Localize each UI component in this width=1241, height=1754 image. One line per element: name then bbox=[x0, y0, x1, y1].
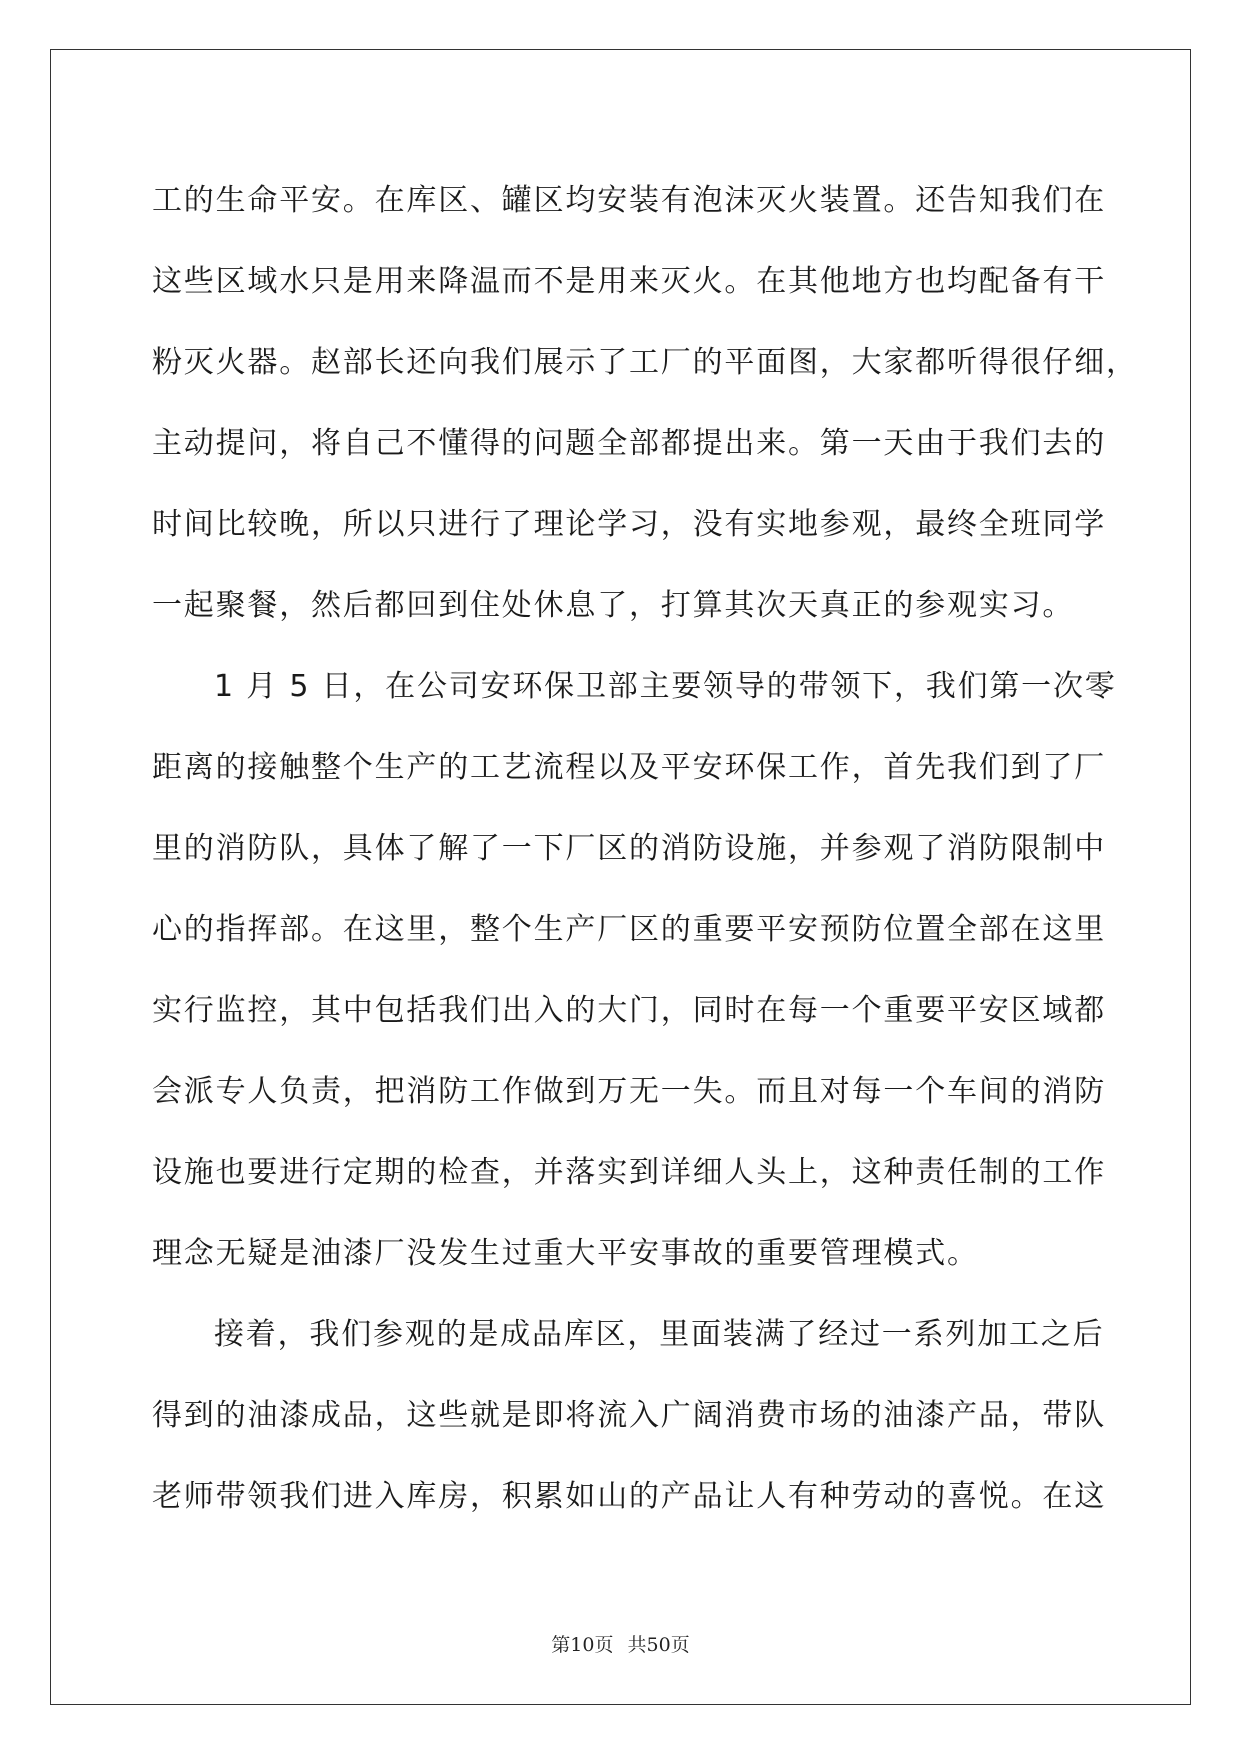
text-line: 理念无疑是油漆厂没发生过重大平安事故的重要管理模式。 bbox=[152, 1236, 979, 1271]
text-line: 实行监控，其中包括我们出入的大门，同时在每一个重要平安区域都 bbox=[152, 993, 1106, 1028]
text-line: 主动提问，将自己不懂得的问题全部都提出来。第一天由于我们去的 bbox=[152, 426, 1106, 461]
text-line: 心的指挥部。在这里，整个生产厂区的重要平安预防位置全部在这里 bbox=[152, 912, 1106, 947]
paragraph-3 bbox=[152, 1294, 1106, 1537]
text-line: 设施也要进行定期的检查，并落实到详细人头上，这种责任制的工作 bbox=[152, 1155, 1106, 1190]
paragraph-2 bbox=[152, 646, 1117, 1294]
text-line: 老师带领我们进入库房，积累如山的产品让人有种劳动的喜悦。在这 bbox=[152, 1479, 1106, 1514]
page-footer bbox=[0, 1630, 1241, 1657]
text-line: 这些区域水只是用来降温而不是用来灭火。在其他地方也均配备有干 bbox=[152, 264, 1106, 299]
text-line: 粉灭火器。赵部长还向我们展示了工厂的平面图，大家都听得很仔细， bbox=[152, 345, 1138, 380]
page-total: 共50页 bbox=[627, 1634, 690, 1656]
page-number: 第10页 bbox=[551, 1634, 614, 1656]
text-line: 里的消防队，具体了解了一下厂区的消防设施，并参观了消防限制中 bbox=[152, 831, 1106, 866]
text-line: 接着，我们参观的是成品库区，里面装满了经过一系列加工之后 bbox=[214, 1317, 1105, 1352]
text-line: 一起聚餐，然后都回到住处休息了，打算其次天真正的参观实习。 bbox=[152, 588, 1075, 623]
paragraph-1 bbox=[152, 160, 1138, 646]
document-body bbox=[152, 160, 1138, 1537]
text-line: 距离的接触整个生产的工艺流程以及平安环保工作，首先我们到了厂 bbox=[152, 750, 1106, 785]
text-line: 工的生命平安。在库区、罐区均安装有泡沫灭火装置。还告知我们在 bbox=[152, 183, 1106, 218]
text-line: 时间比较晚，所以只进行了理论学习，没有实地参观，最终全班同学 bbox=[152, 507, 1106, 542]
text-line: 会派专人负责，把消防工作做到万无一失。而且对每一个车间的消防 bbox=[152, 1074, 1106, 1109]
text-line: 得到的油漆成品，这些就是即将流入广阔消费市场的油漆产品，带队 bbox=[152, 1398, 1106, 1433]
text-line: 1 月 5 日，在公司安环保卫部主要领导的带领下，我们第一次零 bbox=[214, 669, 1117, 704]
